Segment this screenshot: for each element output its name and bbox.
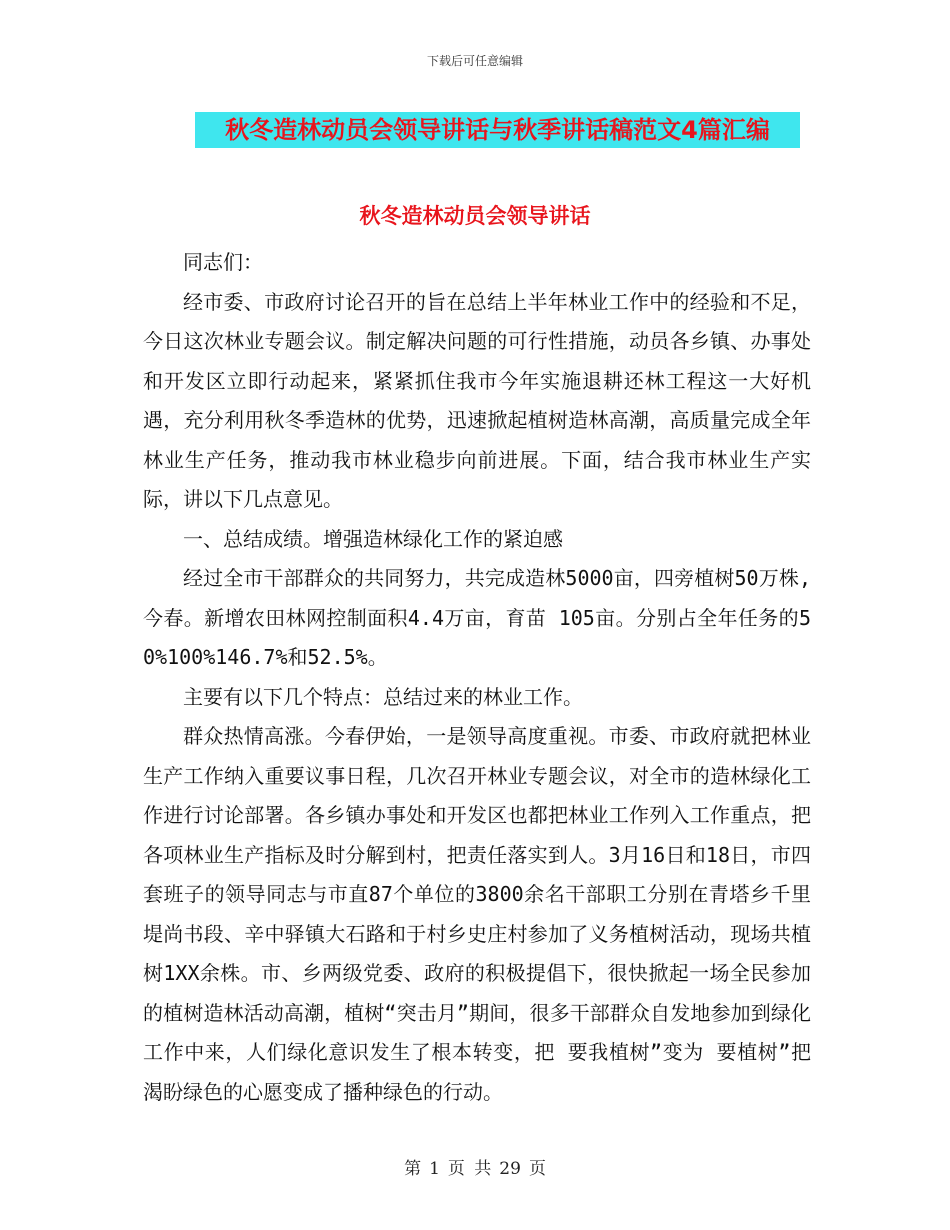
- footer-prefix: 第: [404, 1159, 422, 1179]
- paragraph-features: 主要有以下几个特点：总结过来的林业工作。: [183, 684, 583, 709]
- section-title: 秋冬造林动员会领导讲话: [359, 204, 591, 228]
- paragraph-results: 经过全市干部群众的共同努力，共完成造林5000亩，四旁植树50万株,今春。新增农田林网控制面积4.4万亩，育苗 105亩。分别占全年任务的50%100%146.7%和52.5%。: [143, 566, 811, 669]
- footer-page-number: 1: [429, 1159, 440, 1179]
- paragraph-intro: 经市委、市政府讨论召开的旨在总结上半年林业工作中的经验和不足，今日这次林业专题会议。制定解决问题的可行性措施，动员各乡镇、办事处和开发区立即行动起来，紧紧抓住我市今年实施退耕还林工程这一大好机遇，充分利用秋冬季造林的优势，迅速掀起植树造林高潮，高质量完成全年林业生产任务，推动我市林业稳步向前进展。下面，结合我市林业生产实际，讲以下几点意见。: [143, 289, 811, 511]
- paragraph-heading-1: 一、总结成绩。增强造林绿化工作的紧迫感: [183, 526, 563, 551]
- document-title-highlight: [195, 112, 800, 148]
- document-title: 秋冬造林动员会领导讲话与秋季讲话稿范文4篇汇编: [225, 116, 770, 144]
- footer-middle: 页 共: [447, 1159, 492, 1179]
- paragraph-detail: 群众热情高涨。今春伊始，一是领导高度重视。市委、市政府就把林业生产工作纳入重要议事日程，几次召开林业专题会议，对全市的造林绿化工作进行讨论部署。各乡镇办事处和开发区也都把林业工作列入工作重点，把各项林业生产指标及时分解到村，把责任落实到人。3月16日和18日，市四套班子的领导同志与市直87个单位的3800余名干部职工分别在青塔乡千里堤尚书段、辛中驿镇大石路和于村乡史庄村参加了义务植树活动，现场共植树1XX余株。市、乡两级党委、政府的积极提倡下，很快掀起一场全民参加的植树造林活动高潮，植树“突击月”期间，很多干部群众自发地参加到绿化工作中来，人们绿化意识发生了根本转变，把 要我植树”变为 要植树”把渴盼绿色的心愿变成了播种绿色的行动。: [143, 724, 811, 1104]
- footer-suffix: 页: [528, 1159, 546, 1179]
- paragraph-salutation: 同志们：: [183, 250, 263, 274]
- document-body: [143, 243, 811, 1112]
- page-footer: [0, 1154, 950, 1179]
- header-note: 下载后可任意编辑: [426, 54, 523, 68]
- footer-total-pages: 29: [499, 1159, 521, 1179]
